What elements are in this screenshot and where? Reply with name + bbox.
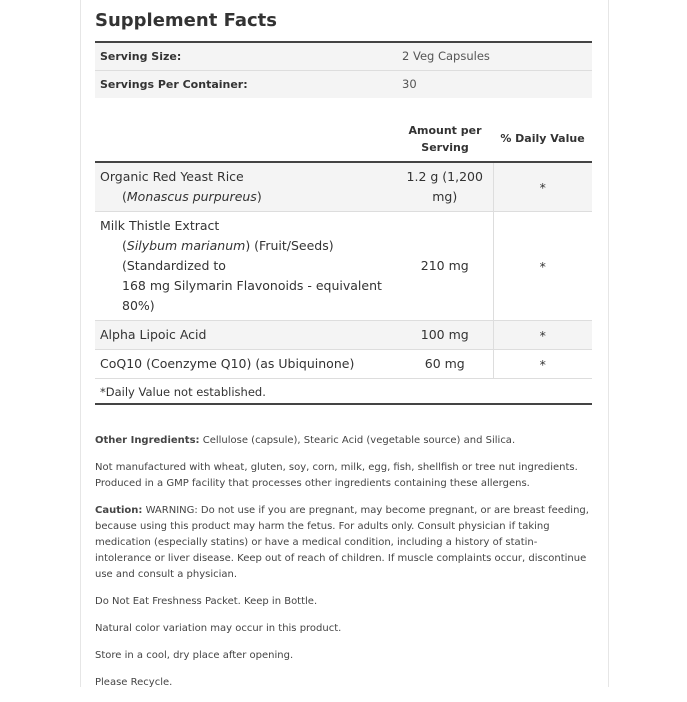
ingredient-name: CoQ10 (Coenzyme Q10) (as Ubiquinone)	[95, 350, 397, 379]
ingredient-amount: 100 mg	[397, 321, 493, 350]
daily-value-header: % Daily Value	[493, 116, 592, 162]
ingredient-daily-value: *	[493, 162, 592, 212]
ingredient-daily-value: *	[493, 321, 592, 350]
ingredient-daily-value: *	[493, 212, 592, 321]
storage-statement: Store in a cool, dry place after opening.	[95, 650, 294, 661]
ingredient-amount: 1.2 g (1,200 mg)	[397, 162, 493, 212]
ingredient-label: Organic Red Yeast Rice	[100, 169, 244, 184]
servings-per-container-value: 30	[402, 77, 417, 92]
serving-size-row	[95, 42, 592, 70]
ingredient-detail: (Standardized to	[122, 258, 226, 273]
color-variation-statement: Natural color variation may occur in this product.	[95, 623, 342, 634]
product-notes	[95, 433, 592, 702]
ingredient-name	[95, 162, 397, 212]
ingredient-amount: 210 mg	[397, 212, 493, 321]
ingredient-name	[95, 212, 397, 321]
ingredient-detail: 80%)	[122, 298, 155, 313]
ingredient-name: Alpha Lipoic Acid	[95, 321, 397, 350]
servings-per-container-row	[95, 70, 592, 98]
other-ingredients: Other Ingredients: Cellulose (capsule), Stearic Acid (vegetable source) and Silica.	[95, 435, 516, 446]
ingredient-detail: 168 mg Silymarin Flavonoids - equivalent	[122, 278, 382, 293]
table-row	[95, 350, 592, 379]
daily-value-footnote: *Daily Value not established.	[95, 379, 592, 405]
allergen-statement: Not manufactured with wheat, gluten, soy, corn, milk, egg, fish, shellfish or tree nut ingredients. Produced in a GMP facility that processes other ingredients containing these allergens.	[95, 462, 578, 489]
amount-header-line1: Amount per	[408, 123, 482, 137]
amount-per-serving-header	[397, 116, 493, 162]
table-row	[95, 162, 592, 212]
ingredient-latin-name: (Monascus purpureus)	[122, 189, 262, 204]
servings-per-container-label: Servings Per Container:	[100, 77, 248, 91]
footnote-row	[95, 379, 592, 405]
serving-size-value: 2 Veg Capsules	[397, 42, 592, 70]
caution-statement: Caution: WARNING: Do not use if you are pregnant, may become pregnant, or are breast feeding, because using this product may harm the fetus. For adults only. Consult physician if taking medication (especially statins) or have a medical condition, including a history of statin-intolerance or liver disease. Keep out of reach of children. If muscle complaints occur, discontinue use and consult a physician.	[95, 505, 589, 580]
freshness-statement: Do Not Eat Freshness Packet. Keep in Bottle.	[95, 596, 318, 607]
ingredient-amount: 60 mg	[397, 350, 493, 379]
page-title: Supplement Facts	[95, 10, 277, 31]
amount-header-line2: Serving	[421, 140, 469, 154]
ingredient-daily-value: *	[493, 350, 592, 379]
ingredient-label: Milk Thistle Extract	[100, 218, 220, 233]
ingredient-latin-name: (Silybum marianum) (Fruit/Seeds)	[122, 238, 334, 253]
table-row	[95, 212, 592, 321]
serving-size-label: Serving Size:	[95, 42, 397, 70]
column-header-row	[95, 116, 592, 162]
recycle-statement: Please Recycle.	[95, 677, 173, 688]
table-row	[95, 321, 592, 350]
supplement-facts-table	[95, 41, 592, 405]
